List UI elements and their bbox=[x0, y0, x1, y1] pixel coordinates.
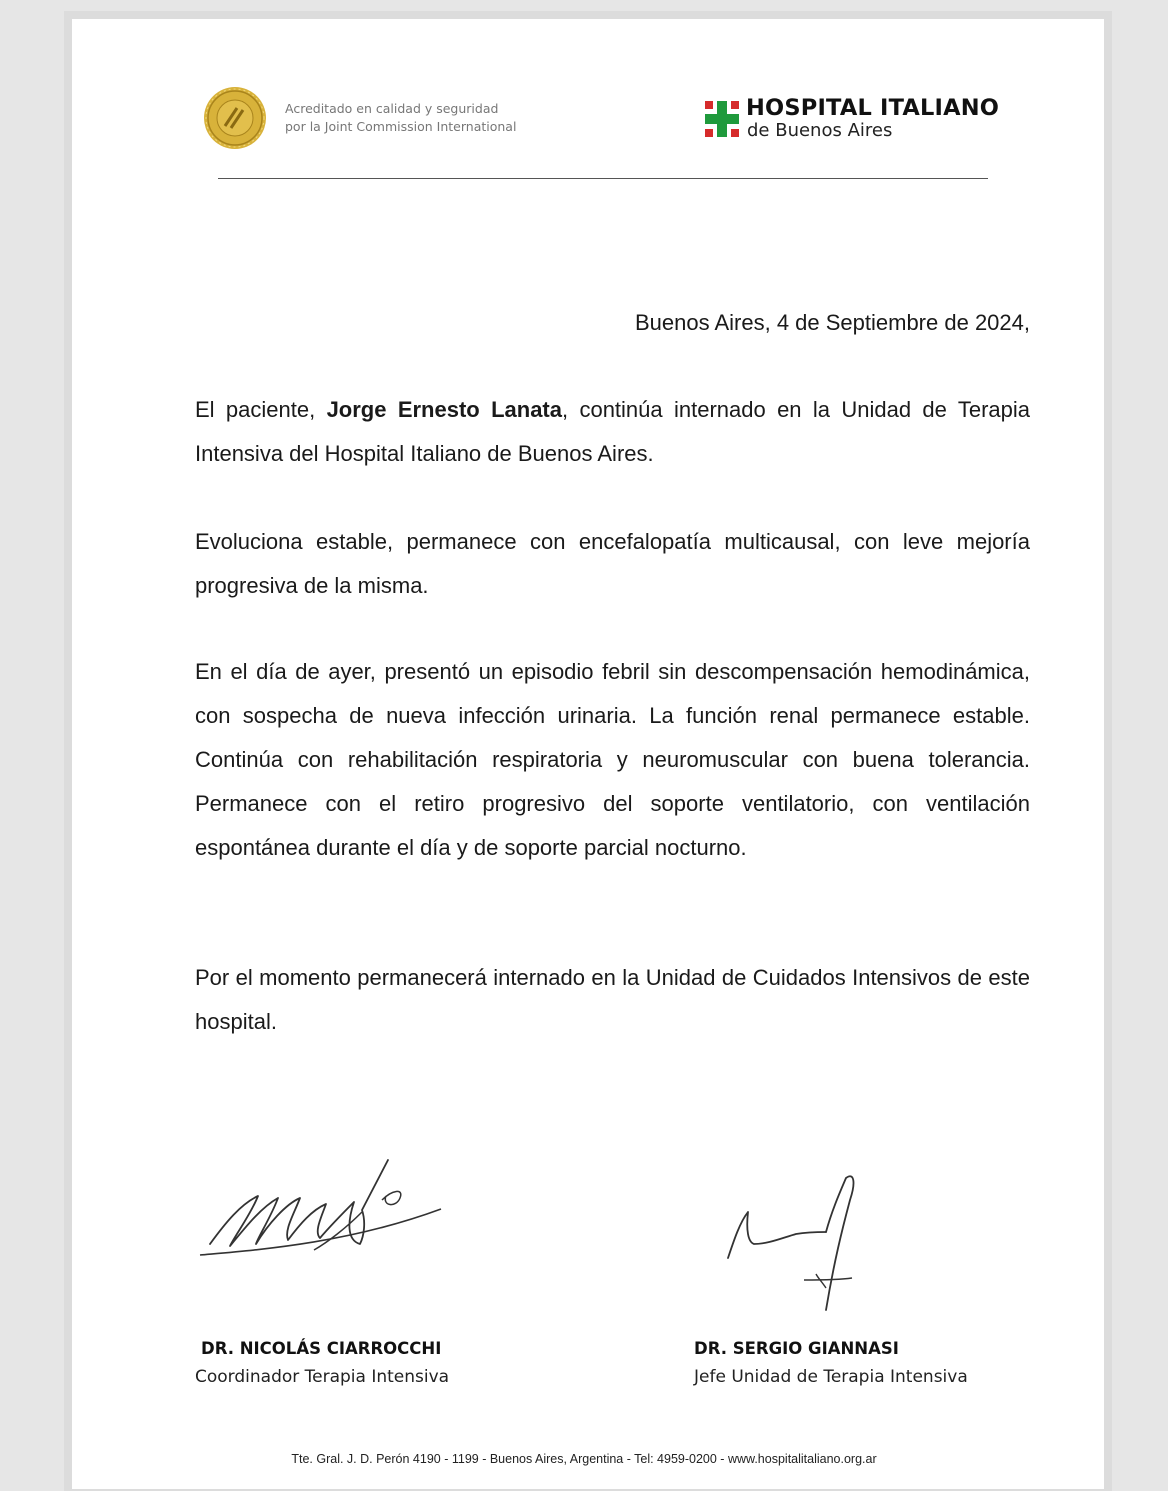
hospital-cross-icon bbox=[705, 101, 739, 137]
p1-text-start: El paciente, bbox=[195, 397, 327, 422]
hospital-subtitle: de Buenos Aires bbox=[747, 120, 893, 141]
accreditation-text bbox=[285, 100, 516, 136]
accreditation-line-2: por la Joint Commission International bbox=[285, 119, 517, 134]
hospital-name: HOSPITAL ITALIANO bbox=[746, 95, 1000, 121]
footer-address: Tte. Gral. J. D. Perón 4190 - 1199 - Buenos Aires, Argentina - Tel: 4959-0200 - www.hospitalitaliano.org.ar bbox=[291, 1452, 877, 1466]
signer-1-name: DR. NICOLÁS CIARROCCHI bbox=[201, 1339, 442, 1358]
signer-2-role: Jefe Unidad de Terapia Intensiva bbox=[694, 1367, 968, 1387]
signer-1-role: Coordinador Terapia Intensiva bbox=[195, 1367, 450, 1387]
paragraph-closing: Por el momento permanecerá internado en la Unidad de Cuidados Intensivos de este hospital. bbox=[195, 965, 1030, 1034]
signature-ciarrocchi bbox=[196, 1152, 446, 1264]
signer-2-name: DR. SERGIO GIANNASI bbox=[694, 1339, 899, 1358]
signature-giannasi bbox=[722, 1170, 862, 1315]
accreditation-line-1: Acreditado en calidad y seguridad bbox=[285, 101, 499, 116]
patient-name: Jorge Ernesto Lanata bbox=[326, 397, 562, 422]
p1-text-end: , continúa internado en la Unidad de Terapia Intensiva del Hospital Italiano de Buenos Aires. bbox=[195, 397, 1031, 466]
letter-date: Buenos Aires, 4 de Septiembre de 2024, bbox=[634, 310, 1030, 335]
paragraph-patient bbox=[195, 388, 1030, 476]
paragraph-evolution: Evoluciona estable, permanece con encefalopatía multicausal, con leve mejoría progresiva de la misma. bbox=[195, 529, 1030, 598]
accreditation-seal-icon bbox=[203, 86, 267, 150]
header-divider bbox=[218, 178, 988, 179]
paragraph-episode: En el día de ayer, presentó un episodio febril sin descompensación hemodinámica, con sospecha de nueva infección urinaria. La función renal permanece estable. Continúa con rehabilitación respiratoria y neuromuscular con buena tolerancia. Permanece con el retiro progresivo del soporte ventilatorio, con ventilación espontánea durante el día y de soporte parcial nocturno. bbox=[195, 659, 1030, 860]
